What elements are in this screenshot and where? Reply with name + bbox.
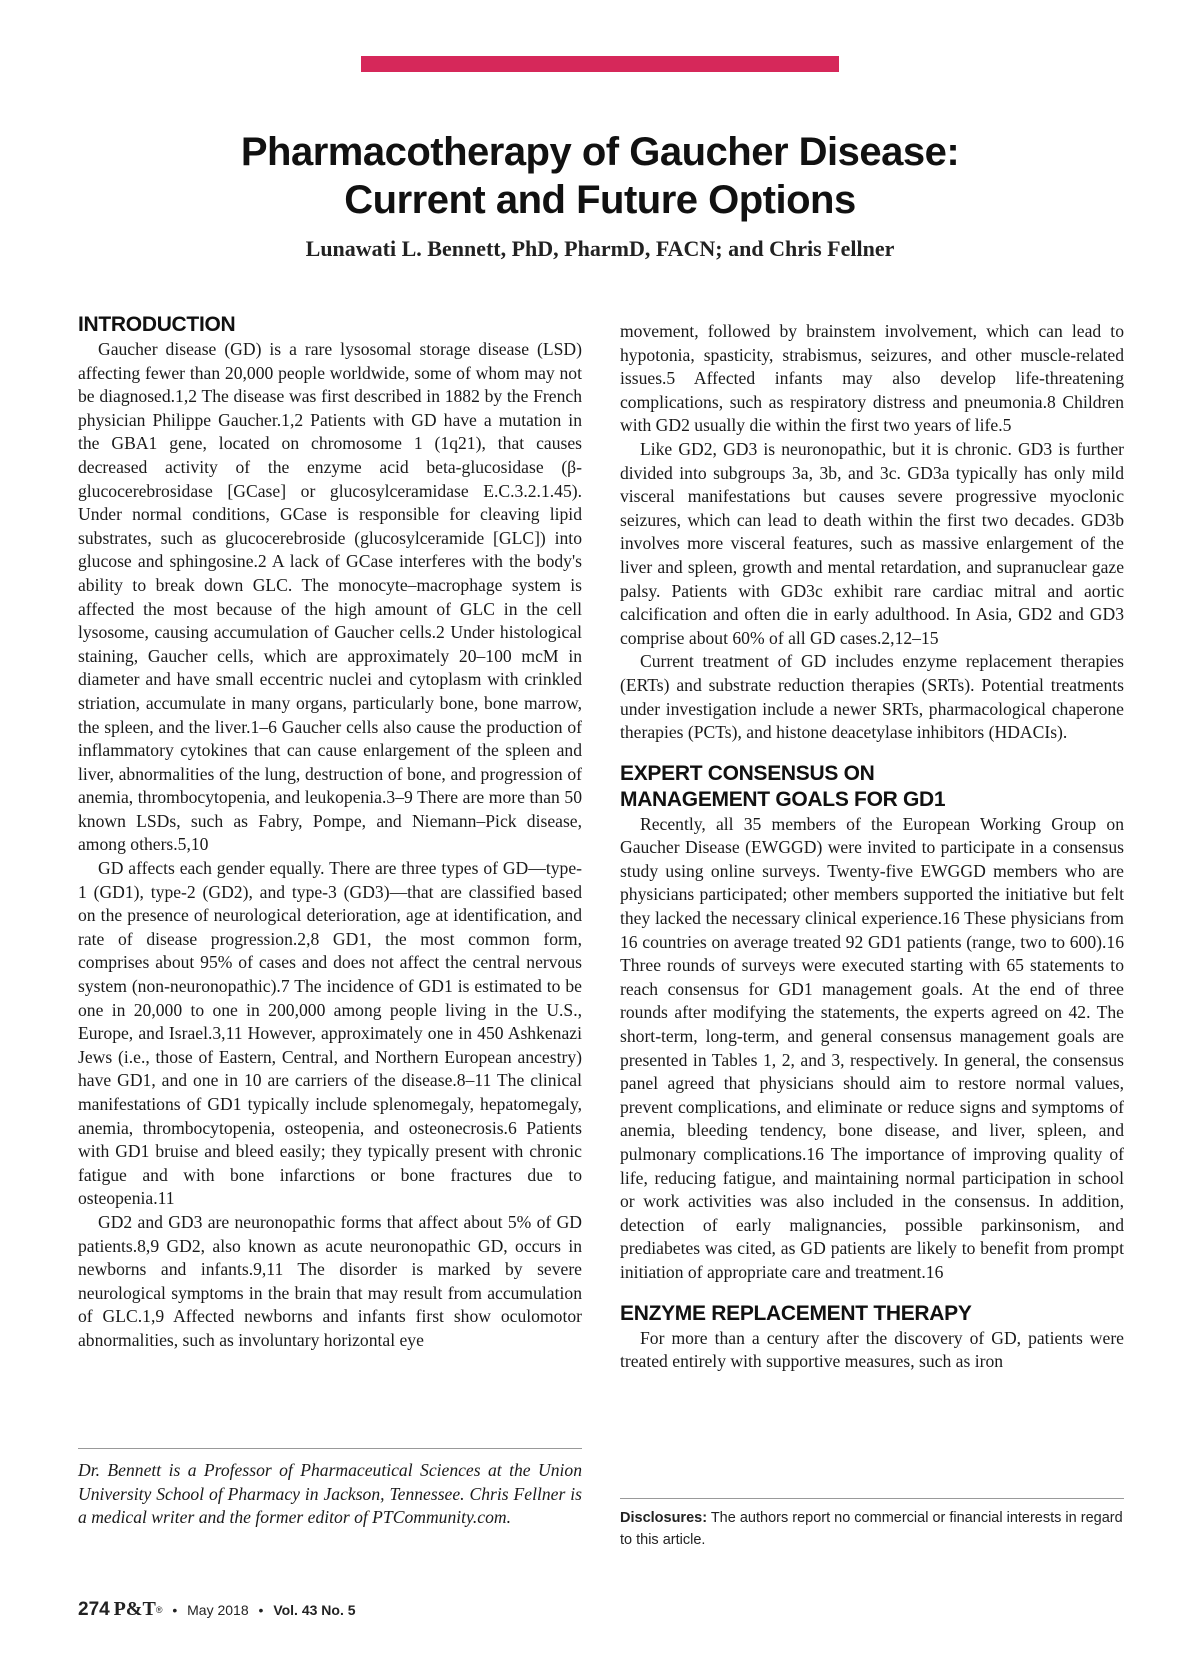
paragraph: movement, followed by brainstem involvement, which can lead to hypotonia, spasticity, strabismus, seizures, and other muscle-related issues.5 Affected infants may also develop life-threatening complications, such as respiratory distress and pneumonia.8 Children with GD2 usually die within the first two years of life.5	[620, 321, 1124, 436]
accent-bar	[361, 56, 839, 72]
separator-dot: •	[172, 1602, 178, 1618]
right-column	[620, 320, 1124, 1374]
page-footer	[78, 1598, 356, 1621]
author-note: Dr. Bennett is a Professor of Pharmaceutical Sciences at the Union University School of Pharmacy in Jackson, Tennessee. Chris Fellner is a medical writer and the former editor of PTCommunity.com.	[78, 1448, 582, 1530]
title-line-1: Pharmacotherapy of Gaucher Disease:	[240, 130, 960, 174]
paragraph: GD affects each gender equally. There are three types of GD—type-1 (GD1), type-2 (GD2), and type-3 (GD3)—that are classified based on the presence of neurological deterioration, age at identification, and rate of disease progression.2,8 GD1, the most common form, comprises about 95% of cases and does not affect the central nervous system (non-neuronopathic).7 The incidence of GD1 is estimated to be one in 20,000 to one in 200,000 among people living in the U.S., Europe, and Israel.3,11 However, approximately one in 450 Ashkenazi Jews (i.e., those of Eastern, Central, and Northern European ancestry) have GD1, and one in 10 are carriers of the disease.8–11 The clinical manifestations of GD1 typically include splenomegaly, hepatomegaly, anemia, thrombocytopenia, osteopenia, and osteonecrosis.6 Patients with GD1 bruise and bleed easily; they typically present with chronic fatigue and with bone infarctions or bone fractures due to osteopenia.11	[78, 858, 582, 1209]
introduction-heading: INTRODUCTION	[78, 313, 236, 336]
disclosure-label: Disclosures:	[620, 1510, 708, 1526]
consensus-heading	[620, 761, 1124, 813]
paragraph: Like GD2, GD3 is neuronopathic, but it is chronic. GD3 is further divided into subgroups 3a, 3b, and 3c. GD3a typically has only mild visceral manifestations but causes severe progressive myoclonic seizures, which can lead to death within the first two decades. GD3b involves more visceral features, such as massive enlargement of the liver and spleen, growth and mental retardation, and supranuclear gaze palsy. Patients with GD3c exhibit rare cardiac mitral and aortic calcification and often die in early adulthood. In Asia, GD2 and GD3 comprise about 60% of all GD cases.2,12–15	[620, 438, 1124, 648]
left-column	[78, 312, 582, 1353]
title-line-2: Current and Future Options	[344, 178, 856, 222]
author-line: Lunawati L. Bennett, PhD, PharmD, FACN; and Chris Fellner	[305, 236, 895, 261]
consensus-heading-line-1: EXPERT CONSENSUS ON	[620, 761, 875, 785]
page-number: 274	[78, 1599, 110, 1620]
disclosure-text: The authors report no commercial or financial interests in regard to this article.	[620, 1510, 1123, 1548]
paragraph: Current treatment of GD includes enzyme replacement therapies (ERTs) and substrate reduction therapies (SRTs). Potential treatments under investigation include a newer SRTs, pharmacological chaperone therapies (PCTs), and histone deacetylase inhibitors (HDACIs).	[620, 651, 1124, 743]
volume-issue: Vol. 43 No. 5	[273, 1602, 356, 1618]
paragraph: Recently, all 35 members of the European Working Group on Gaucher Disease (EWGGD) were invited to participate in a consensus study using online surveys. Twenty-five EWGGD members who are physicians participated; other members supported the initiative but felt they lacked the necessary clinical experience.16 These physicians from 16 countries on average treated 92 GD1 patients (range, two to 600).16 Three rounds of surveys were executed starting with 65 statements to reach consensus for GD1 management goals. At the end of three rounds after modifying the statements, the experts agreed on 42. The short-term, long-term, and general consensus management goals are presented in Tables 1, 2, and 3, respectively. In general, the consensus panel agreed that physicians should aim to restore normal values, prevent complications, and eliminate or reduce signs and symptoms of anemia, bleeding tendency, bone disease, and liver, spleen, and pulmonary complications.16 The importance of improving quality of life, reducing fatigue, and maintaining normal participation in school or work activities was also included in the consensus. In addition, detection of early malignancies, possible parkinsonism, and prediabetes was cited, as GD patients are likely to benefit from prompt initiation of appropriate care and treatment.16	[620, 813, 1124, 1282]
paragraph: Gaucher disease (GD) is a rare lysosomal storage disease (LSD) affecting fewer than 20,000 people worldwide, some of whom may not be diagnosed.1,2 The disease was first described in 1882 by the French physician Philippe Gaucher.1,2 Patients with GD have a mutation in the GBA1 gene, located on chromosome 1 (1q21), that causes decreased activity of the enzyme acid beta-glucosidase (β-glucocerebrosidase [GCase] or glucosylceramidase E.C.3.2.1.45). Under normal conditions, GCase is responsible for cleaving lipid substrates, such as glucocerebroside (glucosylceramide [GLC]) into glucose and sphingosine.2 A lack of GCase interferes with the body's ability to break down GLC. The monocyte–macrophage system is affected the most because of the high amount of GLC in the cell lysosome, causing accumulation of Gaucher cells.2 Under histological staining, Gaucher cells, which are approximately 20–100 mcM in diameter and have small eccentric nuclei and cytoplasm with crinkled striation, accumulate in many organs, particularly bone, bone marrow, the spleen, and the liver.1–6 Gaucher cells also cause the production of inflammatory cytokines that can cause enlargement of the spleen and liver, abnormalities of the lung, destruction of bone, and progression of anemia, thrombocytopenia, and leukopenia.3–9 There are more than 50 known LSDs, such as Fabry, Pompe, and Niemann–Pick disease, among others.5,10	[78, 339, 582, 855]
registered-mark: ®	[155, 1605, 163, 1615]
disclosure-note	[620, 1498, 1124, 1551]
journal-name: P&T	[113, 1598, 156, 1620]
consensus-heading-line-2: MANAGEMENT GOALS FOR GD1	[620, 787, 946, 811]
issue-date: May 2018	[187, 1602, 249, 1618]
separator-dot: •	[258, 1602, 264, 1618]
paragraph: GD2 and GD3 are neuronopathic forms that affect about 5% of GD patients.8,9 GD2, also known as acute neuronopathic GD, occurs in newborns and infants.9,11 The disorder is marked by severe neurological symptoms in the brain that may result from accumulation of GLC.1,9 Affected newborns and infants first show oculomotor abnormalities, such as involuntary horizontal eye	[78, 1211, 582, 1350]
article-title	[100, 128, 1100, 224]
paragraph: For more than a century after the discovery of GD, patients were treated entirely with supportive measures, such as iron	[620, 1327, 1124, 1372]
ert-heading: ENZYME REPLACEMENT THERAPY	[620, 1301, 972, 1325]
